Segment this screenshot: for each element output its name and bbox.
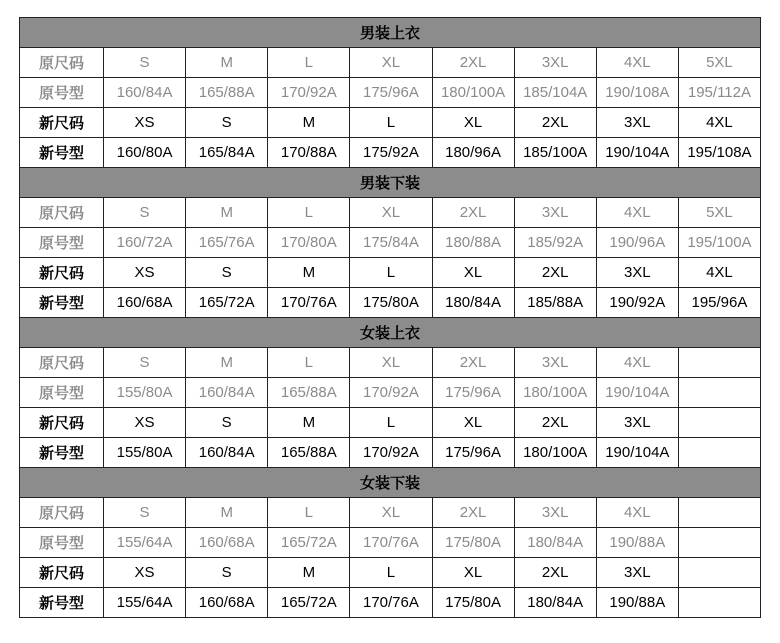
table-cell: 170/92A bbox=[350, 378, 432, 408]
table-cell: 155/64A bbox=[104, 528, 186, 558]
table-row bbox=[20, 198, 761, 228]
table-cell: 165/88A bbox=[186, 78, 268, 108]
table-cell: 3XL bbox=[596, 558, 678, 588]
table-cell: S bbox=[104, 198, 186, 228]
table-cell: 175/96A bbox=[432, 438, 514, 468]
table-cell: 165/76A bbox=[186, 228, 268, 258]
table-cell: 170/76A bbox=[350, 528, 432, 558]
table-cell bbox=[678, 528, 760, 558]
table-cell bbox=[678, 348, 760, 378]
table-cell: XL bbox=[350, 48, 432, 78]
table-cell: 4XL bbox=[596, 48, 678, 78]
table-cell: 160/68A bbox=[104, 288, 186, 318]
table-cell: 2XL bbox=[432, 198, 514, 228]
row-label: 原号型 bbox=[20, 78, 104, 108]
table-row bbox=[20, 258, 761, 288]
table-cell: M bbox=[268, 258, 350, 288]
table-row bbox=[20, 408, 761, 438]
table-cell: XL bbox=[350, 498, 432, 528]
table-cell: 3XL bbox=[514, 348, 596, 378]
size-conversion-table bbox=[19, 17, 761, 618]
section-title: 女装下装 bbox=[20, 468, 761, 498]
table-row bbox=[20, 288, 761, 318]
row-label: 新尺码 bbox=[20, 558, 104, 588]
table-cell: 165/72A bbox=[268, 588, 350, 618]
table-cell: L bbox=[268, 198, 350, 228]
table-cell: 160/84A bbox=[186, 438, 268, 468]
table-cell: 160/80A bbox=[104, 138, 186, 168]
table-cell: 160/68A bbox=[186, 528, 268, 558]
table-cell: 185/88A bbox=[514, 288, 596, 318]
table-row bbox=[20, 348, 761, 378]
table-cell: XL bbox=[432, 558, 514, 588]
row-label: 原尺码 bbox=[20, 498, 104, 528]
row-label: 原尺码 bbox=[20, 48, 104, 78]
table-cell: 165/72A bbox=[268, 528, 350, 558]
table-cell: M bbox=[186, 348, 268, 378]
table-cell: 180/88A bbox=[432, 228, 514, 258]
table-cell bbox=[678, 408, 760, 438]
table-cell: 180/84A bbox=[432, 288, 514, 318]
section-header-row bbox=[20, 468, 761, 498]
table-cell: M bbox=[186, 498, 268, 528]
row-label: 新尺码 bbox=[20, 108, 104, 138]
table-cell: 170/88A bbox=[268, 138, 350, 168]
table-cell: 175/80A bbox=[432, 588, 514, 618]
row-label: 原尺码 bbox=[20, 348, 104, 378]
table-cell: 3XL bbox=[596, 258, 678, 288]
table-cell: XS bbox=[104, 408, 186, 438]
table-cell: S bbox=[186, 258, 268, 288]
table-cell: 4XL bbox=[596, 498, 678, 528]
table-body bbox=[20, 18, 761, 618]
table-row bbox=[20, 108, 761, 138]
table-cell: 180/100A bbox=[514, 438, 596, 468]
table-cell: 185/92A bbox=[514, 228, 596, 258]
section-title: 男装上衣 bbox=[20, 18, 761, 48]
table-cell: 190/88A bbox=[596, 528, 678, 558]
table-cell: 160/84A bbox=[104, 78, 186, 108]
table-row bbox=[20, 528, 761, 558]
table-row bbox=[20, 228, 761, 258]
table-cell: 195/112A bbox=[678, 78, 760, 108]
table-cell bbox=[678, 378, 760, 408]
table-cell: 3XL bbox=[596, 108, 678, 138]
section-header-row bbox=[20, 18, 761, 48]
table-row bbox=[20, 588, 761, 618]
table-row bbox=[20, 558, 761, 588]
table-cell: 180/84A bbox=[514, 528, 596, 558]
table-cell: L bbox=[350, 108, 432, 138]
table-cell: 4XL bbox=[596, 348, 678, 378]
table-cell: XL bbox=[432, 258, 514, 288]
table-cell: 160/84A bbox=[186, 378, 268, 408]
table-cell: XL bbox=[432, 108, 514, 138]
table-cell: M bbox=[186, 198, 268, 228]
table-cell: S bbox=[186, 408, 268, 438]
table-cell: M bbox=[268, 108, 350, 138]
table-cell: 165/72A bbox=[186, 288, 268, 318]
table-cell: M bbox=[268, 408, 350, 438]
row-label: 新尺码 bbox=[20, 258, 104, 288]
table-cell: 195/100A bbox=[678, 228, 760, 258]
table-cell: L bbox=[268, 498, 350, 528]
table-cell: 155/80A bbox=[104, 378, 186, 408]
table-cell: M bbox=[268, 558, 350, 588]
table-cell: 4XL bbox=[678, 258, 760, 288]
row-label: 原尺码 bbox=[20, 198, 104, 228]
table-cell: 2XL bbox=[514, 408, 596, 438]
table-cell: 160/68A bbox=[186, 588, 268, 618]
table-cell: 180/100A bbox=[514, 378, 596, 408]
table-cell: 3XL bbox=[514, 48, 596, 78]
table-cell: L bbox=[268, 48, 350, 78]
table-cell: XS bbox=[104, 558, 186, 588]
table-row bbox=[20, 48, 761, 78]
table-cell: XL bbox=[432, 408, 514, 438]
section-title: 女装上衣 bbox=[20, 318, 761, 348]
row-label: 新号型 bbox=[20, 438, 104, 468]
table-row bbox=[20, 498, 761, 528]
table-cell: L bbox=[350, 258, 432, 288]
table-cell: 155/80A bbox=[104, 438, 186, 468]
table-cell: 5XL bbox=[678, 48, 760, 78]
row-label: 原号型 bbox=[20, 228, 104, 258]
row-label: 新号型 bbox=[20, 138, 104, 168]
table-cell: 190/104A bbox=[596, 138, 678, 168]
section-header-row bbox=[20, 168, 761, 198]
table-cell bbox=[678, 438, 760, 468]
table-row bbox=[20, 438, 761, 468]
table-cell: 5XL bbox=[678, 198, 760, 228]
table-cell: 4XL bbox=[678, 108, 760, 138]
table-cell: 2XL bbox=[514, 558, 596, 588]
row-label: 新号型 bbox=[20, 588, 104, 618]
table-cell: 175/96A bbox=[432, 378, 514, 408]
row-label: 原号型 bbox=[20, 528, 104, 558]
table-cell: 165/88A bbox=[268, 438, 350, 468]
table-cell: 190/92A bbox=[596, 288, 678, 318]
table-cell: 2XL bbox=[514, 258, 596, 288]
table-cell: 170/92A bbox=[350, 438, 432, 468]
table-cell: 2XL bbox=[432, 348, 514, 378]
table-cell: 175/80A bbox=[350, 288, 432, 318]
table-cell: 195/96A bbox=[678, 288, 760, 318]
table-cell: 180/96A bbox=[432, 138, 514, 168]
table-cell: 190/96A bbox=[596, 228, 678, 258]
table-cell: 175/84A bbox=[350, 228, 432, 258]
table-cell: 2XL bbox=[514, 108, 596, 138]
table-cell: XS bbox=[104, 108, 186, 138]
row-label: 原号型 bbox=[20, 378, 104, 408]
table-cell: 170/80A bbox=[268, 228, 350, 258]
table-cell: 165/84A bbox=[186, 138, 268, 168]
table-cell: 4XL bbox=[596, 198, 678, 228]
table-cell: 190/88A bbox=[596, 588, 678, 618]
table-cell: 175/80A bbox=[432, 528, 514, 558]
table-row bbox=[20, 138, 761, 168]
table-cell: XS bbox=[104, 258, 186, 288]
table-cell: 190/108A bbox=[596, 78, 678, 108]
table-cell: 155/64A bbox=[104, 588, 186, 618]
table-cell: 3XL bbox=[514, 498, 596, 528]
table-cell: XL bbox=[350, 198, 432, 228]
table-cell: L bbox=[350, 408, 432, 438]
table-cell: 170/92A bbox=[268, 78, 350, 108]
table-cell: S bbox=[186, 108, 268, 138]
table-cell: 185/100A bbox=[514, 138, 596, 168]
table-cell: 2XL bbox=[432, 498, 514, 528]
section-title: 男装下装 bbox=[20, 168, 761, 198]
section-header-row bbox=[20, 318, 761, 348]
table-cell bbox=[678, 558, 760, 588]
table-cell: 170/76A bbox=[350, 588, 432, 618]
table-cell: XL bbox=[350, 348, 432, 378]
table-cell: S bbox=[104, 348, 186, 378]
table-cell: 190/104A bbox=[596, 378, 678, 408]
table-cell bbox=[678, 498, 760, 528]
table-cell: 190/104A bbox=[596, 438, 678, 468]
table-cell: L bbox=[350, 558, 432, 588]
table-cell: 160/72A bbox=[104, 228, 186, 258]
table-cell: 3XL bbox=[514, 198, 596, 228]
table-cell: 195/108A bbox=[678, 138, 760, 168]
table-cell: L bbox=[268, 348, 350, 378]
table-cell: M bbox=[186, 48, 268, 78]
table-cell: 2XL bbox=[432, 48, 514, 78]
table-row bbox=[20, 378, 761, 408]
table-cell: 185/104A bbox=[514, 78, 596, 108]
table-cell: S bbox=[104, 498, 186, 528]
table-cell bbox=[678, 588, 760, 618]
table-cell: S bbox=[104, 48, 186, 78]
table-cell: 175/92A bbox=[350, 138, 432, 168]
table-cell: 175/96A bbox=[350, 78, 432, 108]
table-cell: 3XL bbox=[596, 408, 678, 438]
row-label: 新号型 bbox=[20, 288, 104, 318]
table-cell: S bbox=[186, 558, 268, 588]
table-cell: 180/84A bbox=[514, 588, 596, 618]
row-label: 新尺码 bbox=[20, 408, 104, 438]
table-cell: 180/100A bbox=[432, 78, 514, 108]
table-cell: 165/88A bbox=[268, 378, 350, 408]
table-cell: 170/76A bbox=[268, 288, 350, 318]
table-row bbox=[20, 78, 761, 108]
